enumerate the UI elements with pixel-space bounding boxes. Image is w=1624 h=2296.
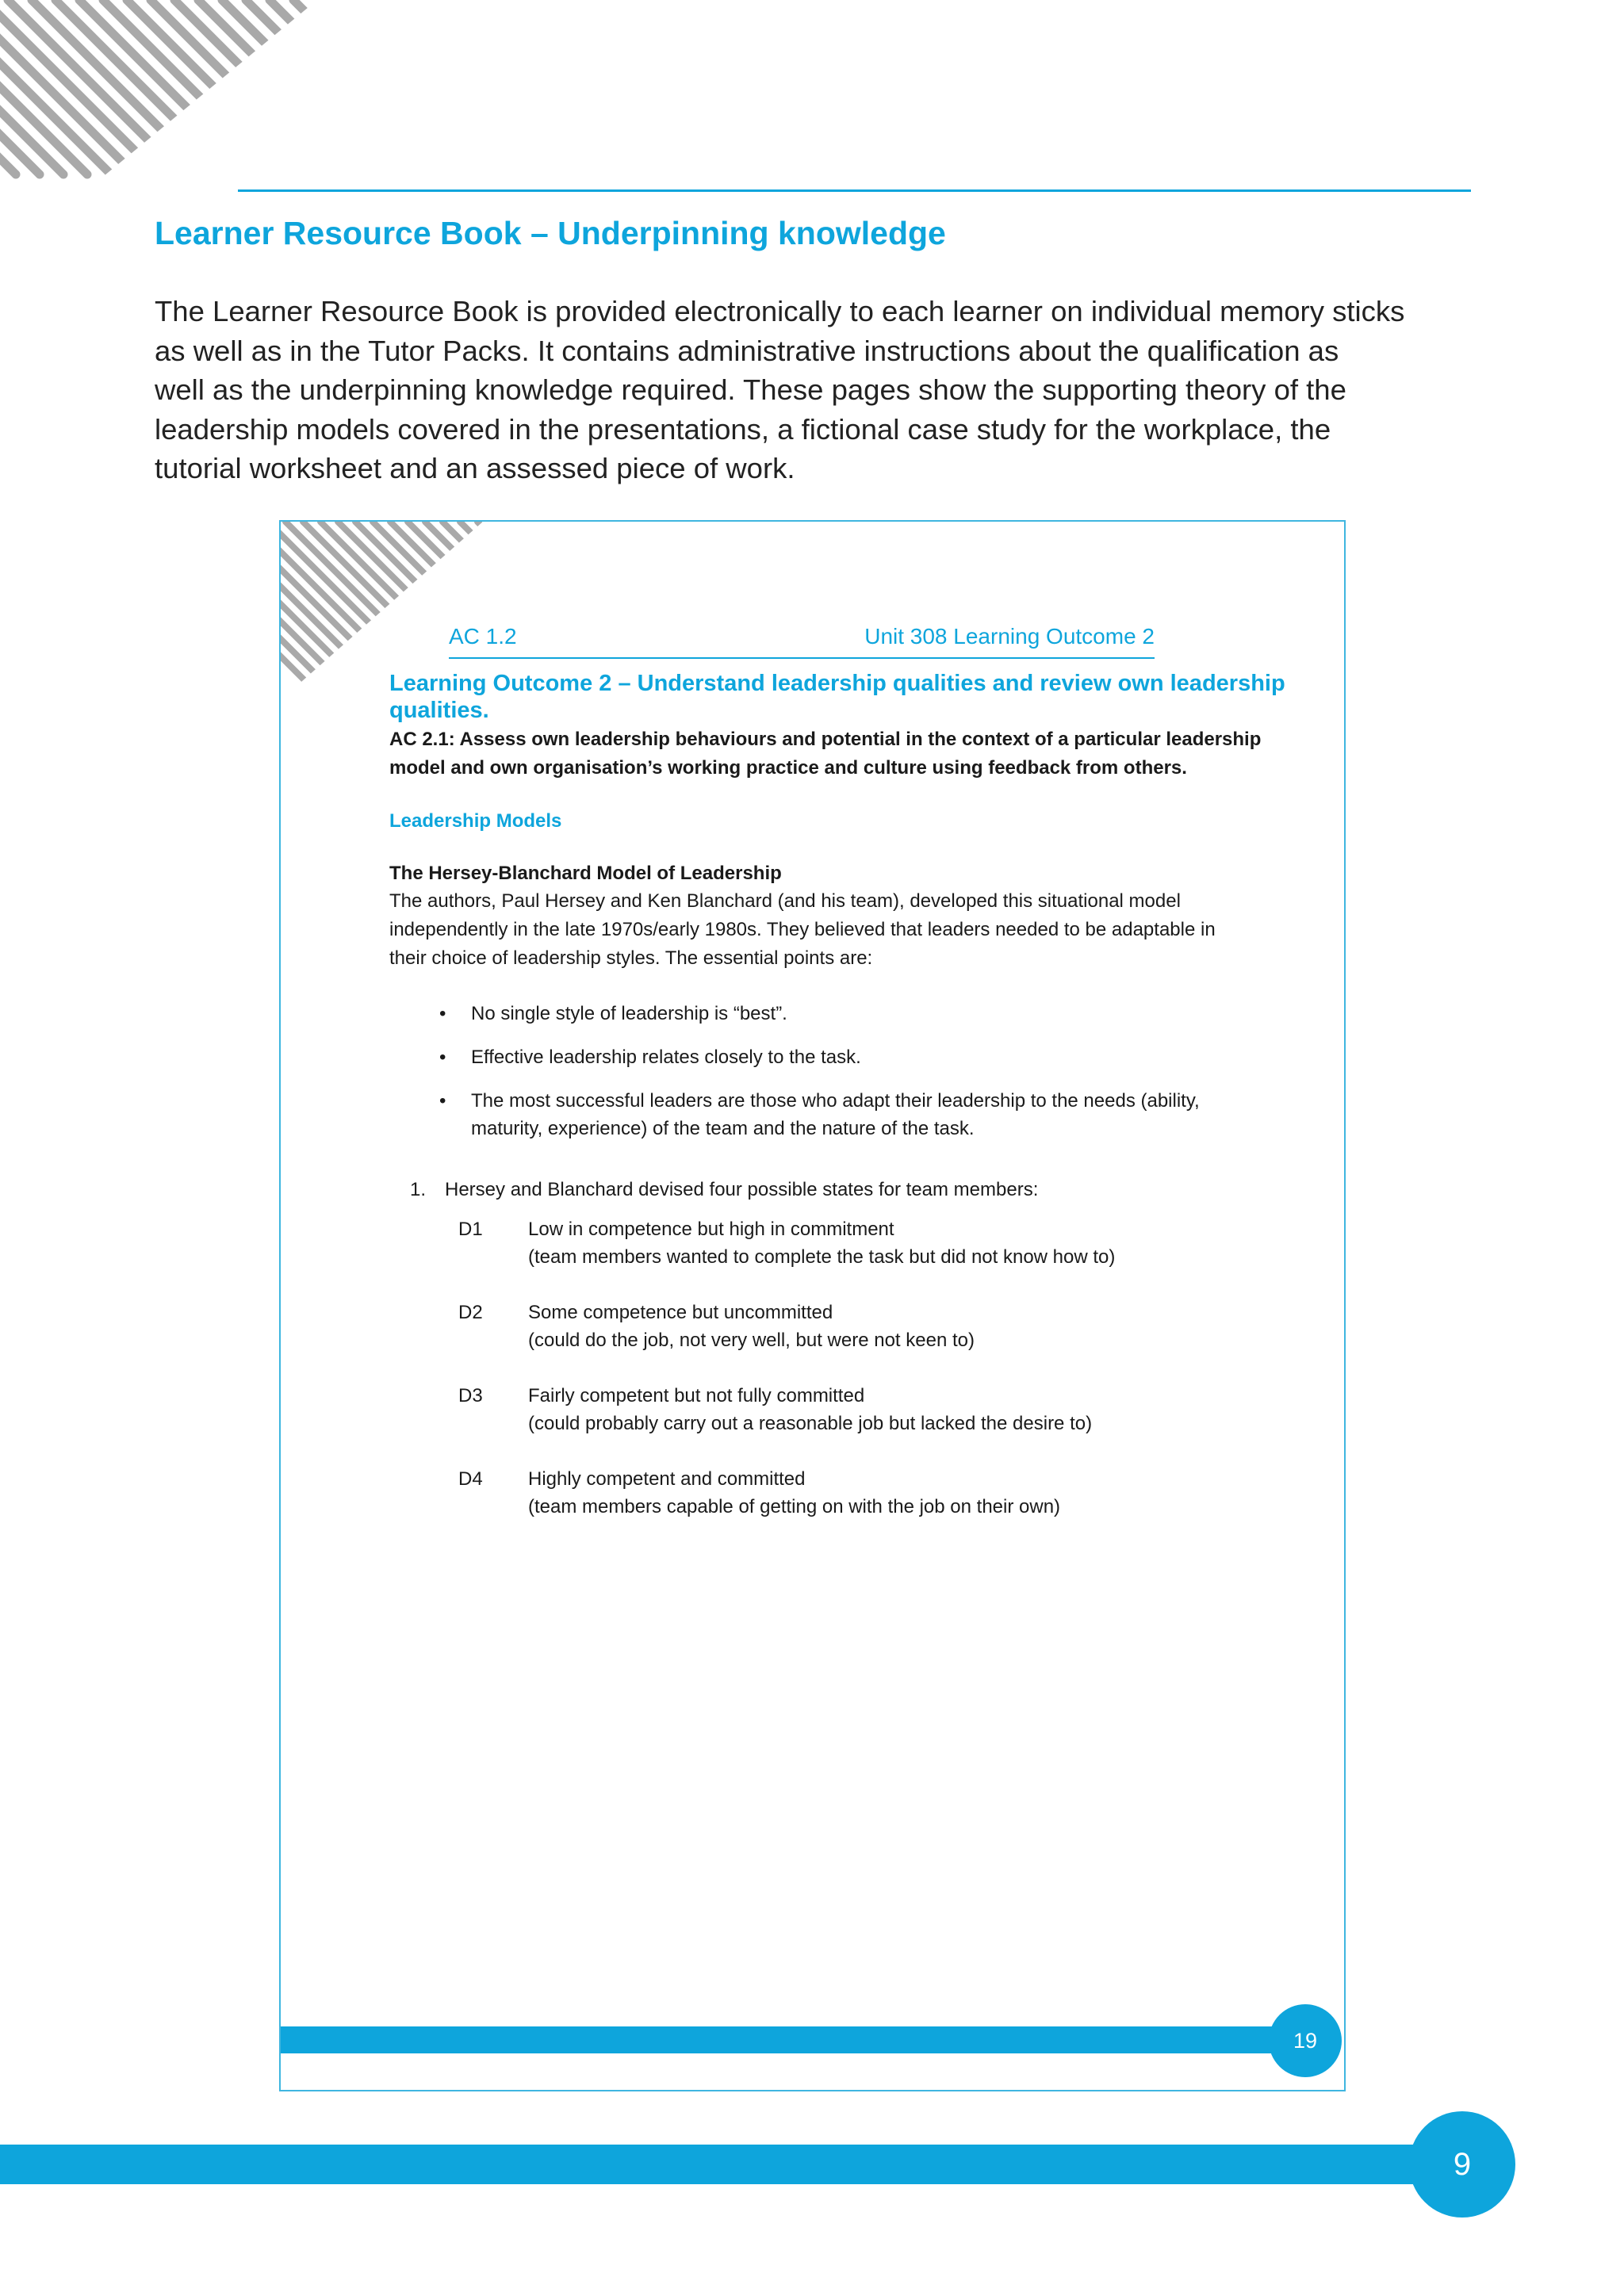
bullet-text: No single style of leadership is “best”. — [471, 1003, 787, 1024]
team-states-list — [458, 1215, 1325, 1521]
learning-outcome-title — [389, 670, 1325, 724]
bullet-list — [389, 1000, 1325, 1142]
bullet-text: Effective leadership relates closely to the task. — [471, 1047, 861, 1068]
state-detail: (could do the job, not very well, but were not keen to) — [528, 1330, 975, 1351]
item-text: Hersey and Blanchard devised four possible states for team members: — [445, 1179, 1039, 1200]
list-item — [439, 1000, 1264, 1027]
section-heading: Leadership Models — [389, 810, 562, 832]
ac-label: AC 1.2 — [449, 624, 517, 649]
lo-title-line: Learning Outcome 2 – Understand leadership qualities and review own leadership — [389, 671, 1285, 696]
unit-label: Unit 308 Learning Outcome 2 — [864, 624, 1155, 649]
bullet-icon: • — [439, 1090, 446, 1112]
bullet-icon: • — [439, 1047, 446, 1068]
state-title: Highly competent and committed — [528, 1468, 806, 1490]
intro-paragraph — [155, 292, 1487, 488]
state-row — [458, 1465, 1325, 1521]
state-title: Low in competence but high in commitment — [528, 1219, 894, 1240]
list-item — [439, 1087, 1264, 1142]
state-row — [458, 1299, 1325, 1354]
bullet-icon: • — [439, 1003, 446, 1024]
inner-page-header — [449, 619, 1155, 659]
intro-line: The Learner Resource Book is provided electronically to each learner on individual memory sticks — [155, 295, 1405, 327]
model-text-line: their choice of leadership styles. The essential points are: — [389, 947, 873, 969]
intro-line: as well as in the Tutor Packs. It contains administrative instructions about the qualification as — [155, 334, 1339, 367]
inner-page-number: 19 — [1269, 2004, 1342, 2077]
state-title: Fairly competent but not fully committed — [528, 1385, 865, 1406]
lo-title-line: qualities. — [389, 698, 489, 723]
state-code: D2 — [458, 1302, 483, 1323]
state-code: D1 — [458, 1219, 483, 1240]
state-row — [458, 1382, 1325, 1437]
footer-bar — [0, 2145, 1451, 2184]
intro-line: well as the underpinning knowledge required. These pages show the supporting theory of the — [155, 373, 1346, 406]
inner-page-content — [389, 670, 1325, 1548]
state-code: D3 — [458, 1385, 483, 1406]
intro-line: leadership models covered in the presentations, a fictional case study for the workplace, the — [155, 412, 1331, 446]
state-detail: (team members wanted to complete the task but did not know how to) — [528, 1246, 1116, 1268]
numbered-item — [410, 1176, 1325, 1204]
ac-desc-line: model and own organisation’s working practice and culture using feedback from others. — [389, 757, 1187, 779]
model-text-line: The authors, Paul Hersey and Ken Blanchard (and his team), developed this situational model — [389, 890, 1181, 912]
page-title: Learner Resource Book – Underpinning knowledge — [155, 215, 946, 251]
state-detail: (team members capable of getting on with the job on their own) — [528, 1496, 1061, 1517]
model-description — [389, 887, 1325, 973]
state-detail: (could probably carry out a reasonable job but lacked the desire to) — [528, 1413, 1093, 1434]
model-text-line: independently in the late 1970s/early 1980s. They believed that leaders needed to be adaptable in — [389, 919, 1216, 940]
item-number: 1. — [410, 1179, 427, 1200]
state-title: Some competence but uncommitted — [528, 1302, 833, 1323]
list-item — [439, 1043, 1264, 1071]
bullet-text: The most successful leaders are those who adapt their leadership to the needs (ability, maturity, experience) of the team and the nature of the task. — [471, 1090, 1200, 1139]
page-number: 9 — [1409, 2111, 1515, 2218]
assessment-criterion — [389, 725, 1325, 783]
header-rule — [238, 189, 1471, 192]
ac-desc-line: AC 2.1: Assess own leadership behaviours and potential in the context of a particular leadership — [389, 729, 1262, 750]
intro-line: tutorial worksheet and an assessed piece of work. — [155, 452, 795, 484]
state-code: D4 — [458, 1468, 483, 1490]
inner-footer-bar — [281, 2026, 1280, 2053]
inner-page-preview — [279, 520, 1346, 2091]
state-row — [458, 1215, 1325, 1271]
model-title: The Hersey-Blanchard Model of Leadership — [389, 863, 782, 884]
